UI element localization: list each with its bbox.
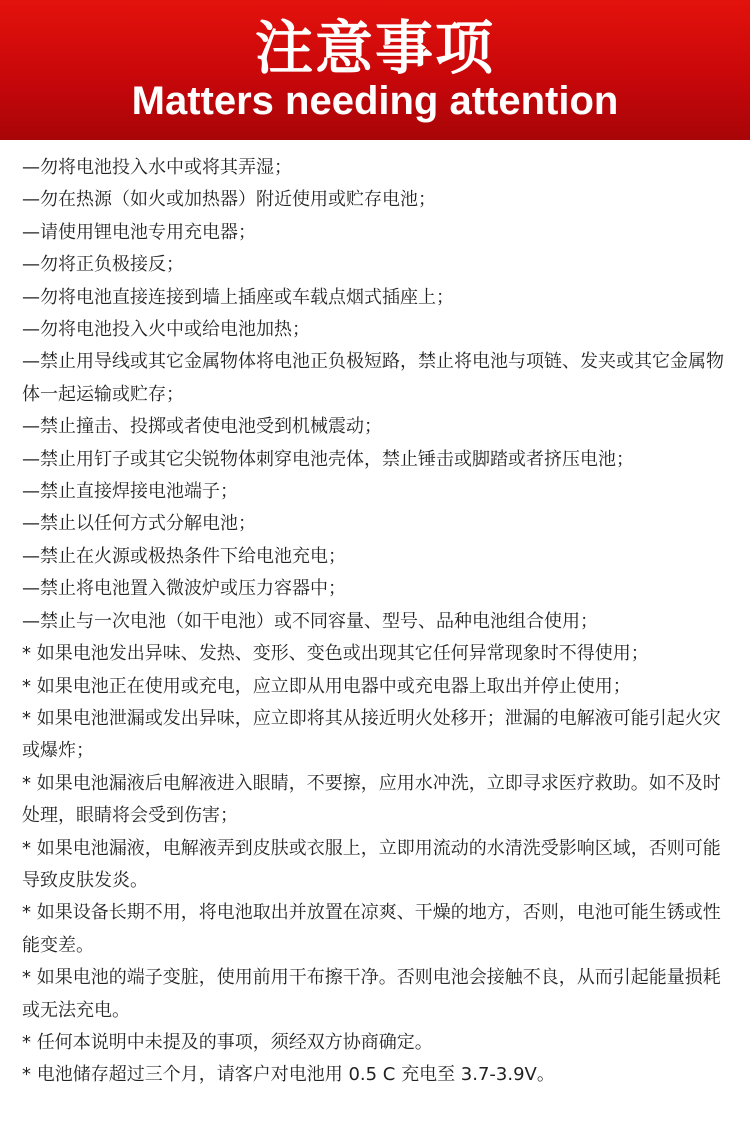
list-item: * 如果电池泄漏或发出异味，应立即将其从接近明火处移开；泄漏的电解液可能引起火灾或爆炸；	[22, 707, 721, 762]
list-item: —禁止撞击、投掷或者使电池受到机械震动；	[22, 416, 382, 438]
list-item: —禁止直接焊接电池端子；	[22, 481, 238, 503]
page-subtitle: Matters needing attention	[131, 79, 619, 123]
list-item: * 如果电池漏液，电解液弄到皮肤或衣服上，立即用流动的水清洗受影响区域，否则可能导致皮肤发炎。	[22, 837, 721, 891]
list-item: —禁止用导线或其它金属物体将电池正负极短路，禁止将电池与项链、发夹或其它金属物体一起运输或贮存；	[22, 351, 724, 405]
list-item: —勿将正负极接反；	[22, 254, 184, 276]
notice-list	[22, 152, 730, 1092]
list-item: * 如果电池的端子变脏，使用前用干布擦干净。否则电池会接触不良，从而引起能量损耗或无法充电。	[22, 967, 721, 1021]
list-item: * 如果电池漏液后电解液进入眼睛，不要擦，应用水冲洗，立即寻求医疗救助。如不及时处理，眼睛将会受到伤害；	[22, 772, 721, 827]
list-item: —请使用锂电池专用充电器；	[22, 221, 256, 243]
list-item: * 任何本说明中未提及的事项，须经双方协商确定。	[22, 1031, 433, 1053]
list-item: —禁止以任何方式分解电池；	[22, 513, 256, 535]
list-item: —禁止在火源或极热条件下给电池充电；	[22, 545, 346, 567]
list-item: —禁止用钉子或其它尖锐物体刺穿电池壳体，禁止锤击或脚踏或者挤压电池；	[22, 448, 634, 470]
header-banner	[0, 0, 750, 140]
list-item: —禁止将电池置入微波炉或压力容器中；	[22, 578, 346, 600]
list-item: —勿将电池直接连接到墙上插座或车载点烟式插座上；	[22, 286, 454, 308]
list-item: * 如果电池发出异味、发热、变形、变色或出现其它任何异常现象时不得使用；	[22, 643, 649, 665]
list-item: —勿将电池投入火中或给电池加热；	[22, 319, 310, 341]
list-item: * 如果电池正在使用或充电，应立即从用电器中或充电器上取出并停止使用；	[22, 675, 631, 697]
list-item: —勿将电池投入水中或将其弄湿；	[22, 157, 292, 178]
list-item: * 如果设备长期不用，将电池取出并放置在凉爽、干燥的地方，否则，电池可能生锈或性能变差。	[22, 902, 721, 956]
list-item: —禁止与一次电池（如干电池）或不同容量、型号、品种电池组合使用；	[22, 610, 598, 632]
list-item: —勿在热源（如火或加热器）附近使用或贮存电池；	[22, 189, 436, 211]
page-title: 注意事项	[254, 14, 495, 82]
list-item: * 电池储存超过三个月，请客户对电池用 0.5 C 充电至 3.7-3.9V。	[22, 1064, 555, 1086]
